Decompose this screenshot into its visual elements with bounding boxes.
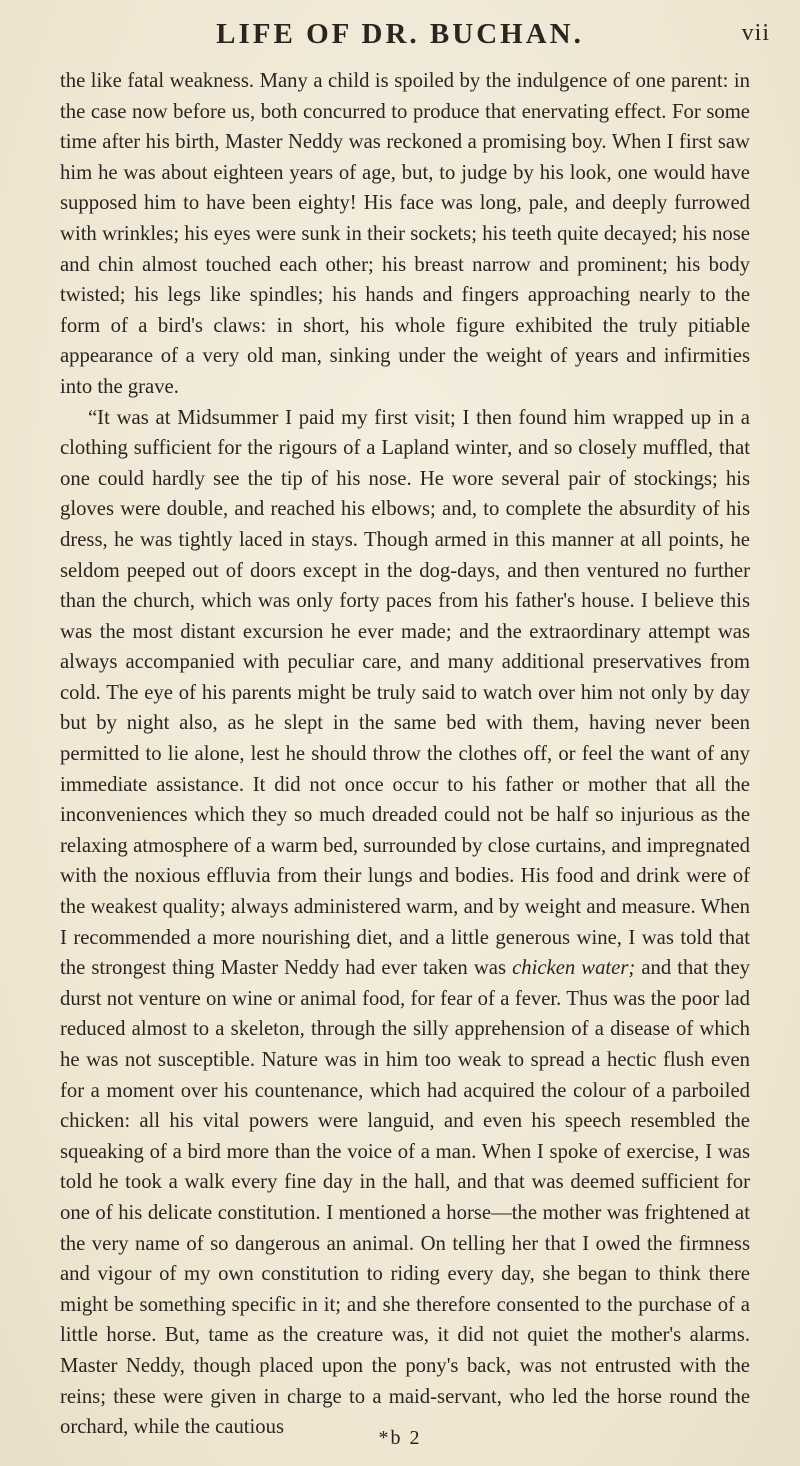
body-text <box>60 66 750 1443</box>
paragraph-2 <box>60 403 750 1443</box>
paragraph-2-part-1: “It was at Midsummer I paid my first visit; I then found him wrapped up in a clothing sufficient for the rigours of a Lapland winter, and so closely muffled, that one could hardly see the tip of his nose. He wore several pair of stockings; his gloves were double, and reached his elbows; and, to complete the absurdity of his dress, he was tightly laced in stays. Though armed in this manner at all points, he seldom peeped out of doors except in the dog-days, and then ventured no further than the church, which was only forty paces from his father's house. I believe this was the most distant excursion he ever made; and the extraordinary attempt was always accompanied with peculiar care, and many additional preservatives from cold. The eye of his parents might be truly said to watch over him not only by day but by night also, as he slept in the same bed with them, having never been permitted to lie alone, lest he should throw the clothes off, or feel the want of any immediate assistance. It did not once occur to his father or mother that all the inconveniences which they so much dreaded could not be half so injurious as the relaxing atmosphere of a warm bed, surrounded by close curtains, and impregnated with the noxious effluvia from their lungs and bodies. His food and drink were of the weakest quality; always administered warm, and by weight and measure. When I recommended a more nourishing diet, and a little generous wine, I was told that the strongest thing Master Neddy had ever taken was <box>60 406 750 980</box>
signature-mark: *b 2 <box>378 1427 422 1449</box>
page-number: vii <box>741 20 770 46</box>
paragraph-2-part-2: and that they durst not venture on wine or animal food, for fear of a fever. Thus was the poor lad reduced almost to a skeleton, through the silly apprehension of a disease of which he was not susceptible. Nature was in him too weak to spread a hectic flush even for a moment over his countenance, which had acquired the colour of a parboiled chicken: all his vital powers were languid, and even his speech resembled the squeaking of a bird more than the voice of a man. When I spoke of exercise, I was told he took a walk every fine day in the hall, and that was deemed sufficient for one of his delicate constitution. I mentioned a horse—the mother was frightened at the very name of so dangerous an animal. On telling her that I owed the firmness and vigour of my own constitution to riding every day, she began to think there might be something specific in it; and she therefore consented to the purchase of a little horse. But, tame as the creature was, it did not quiet the mother's alarms. Master Neddy, though placed upon the pony's back, was not entrusted with the reins; these were given in charge to a maid-servant, who led the horse round the orchard, while the cautious <box>60 957 750 1439</box>
italic-phrase: chicken water; <box>512 957 636 980</box>
running-head: LIFE OF DR. BUCHAN. <box>216 18 584 50</box>
paragraph-1: the like fatal weakness. Many a child is spoiled by the indulgence of one parent: in the case now before us, both concurred to produce that enervating effect. For some time after his birth, Master Neddy was reckoned a promising boy. When I first saw him he was about eighteen years of age, but, to judge by his look, one would have supposed him to have been eighty! His face was long, pale, and deeply furrowed with wrinkles; his eyes were sunk in their sockets; his teeth quite decayed; his nose and chin almost touched each other; his breast narrow and prominent; his body twisted; his legs like spindles; his hands and fingers approaching nearly to the form of a bird's claws: in short, his whole figure exhibited the truly pitiable appearance of a very old man, sinking under the weight of years and infirmities into the grave. <box>60 70 750 398</box>
page-header <box>0 10 800 60</box>
